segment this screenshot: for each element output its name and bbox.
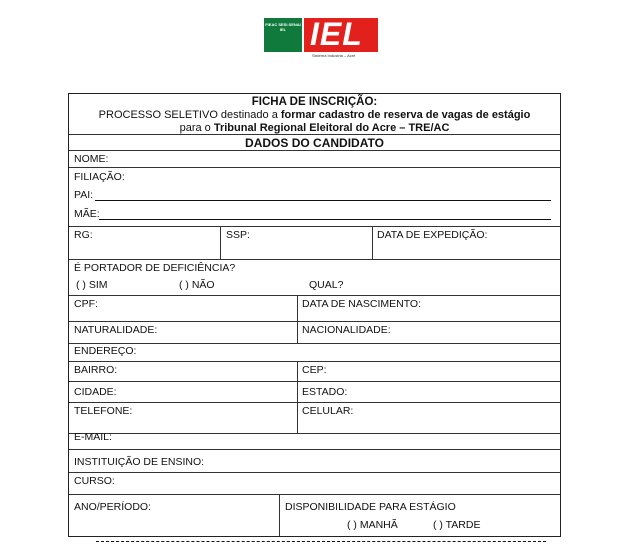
label-nacionalidade: NACIONALIDADE: <box>302 324 391 336</box>
label-endereco: ENDEREÇO: <box>74 345 137 357</box>
label-estado: ESTADO: <box>302 386 348 398</box>
label-qual: QUAL? <box>309 279 344 291</box>
label-cep: CEP: <box>302 364 327 376</box>
mae-field[interactable] <box>99 219 551 220</box>
label-telefone: TELEFONE: <box>74 405 133 417</box>
label-ano-periodo: ANO/PERÍODO: <box>74 501 152 513</box>
label-cpf: CPF: <box>74 298 98 310</box>
label-bairro: BAIRRO: <box>74 364 118 376</box>
label-data-expedicao: DATA DE EXPEDIÇÃO: <box>377 229 488 241</box>
label-disponibilidade: DISPONIBILIDADE PARA ESTÁGIO <box>285 501 456 513</box>
section-title: DADOS DO CANDIDATO <box>245 136 384 150</box>
label-data-nascimento: DATA DE NASCIMENTO: <box>302 298 422 310</box>
iel-logo: IEL <box>304 18 378 52</box>
label-nome: NOME: <box>74 153 109 165</box>
option-sim[interactable]: ( ) SIM <box>76 279 108 291</box>
label-naturalidade: NATURALIDADE: <box>74 324 158 336</box>
label-cidade: CIDADE: <box>74 386 117 398</box>
option-manha[interactable]: ( ) MANHÃ <box>347 519 398 531</box>
label-mae: MÃE: <box>74 208 100 220</box>
header-logos <box>264 18 379 62</box>
label-pai: PAI: <box>74 189 94 201</box>
label-instituicao: INSTITUIÇÃO DE ENSINO: <box>74 456 205 468</box>
form-intro-line1: PROCESSO SELETIVO destinado a formar cadastro de reserva de vagas de estágio <box>98 109 531 121</box>
label-curso: CURSO: <box>74 475 115 487</box>
form-title: FICHA DE INSCRIÇÃO: <box>251 96 378 108</box>
pai-field[interactable] <box>95 200 551 201</box>
registration-form <box>68 93 561 537</box>
label-deficiencia: É PORTADOR DE DEFICIÊNCIA? <box>74 262 236 274</box>
label-rg: RG: <box>74 229 93 241</box>
label-ssp: SSP: <box>226 229 250 241</box>
label-email: E-MAIL: <box>74 431 112 443</box>
cut-line <box>96 541 546 542</box>
form-intro-line2: para o Tribunal Regional Eleitoral do Acre – TRE/AC <box>179 122 450 134</box>
fieac-logo: FIEAC SESI SENAI IEL <box>264 18 302 52</box>
option-nao[interactable]: ( ) NÃO <box>179 279 215 291</box>
logo-subtitle: Sistema Indústria – Acre <box>312 53 356 58</box>
label-filiacao: FILIAÇÃO: <box>74 171 125 183</box>
option-tarde[interactable]: ( ) TARDE <box>433 519 481 531</box>
label-celular: CELULAR: <box>302 405 354 417</box>
